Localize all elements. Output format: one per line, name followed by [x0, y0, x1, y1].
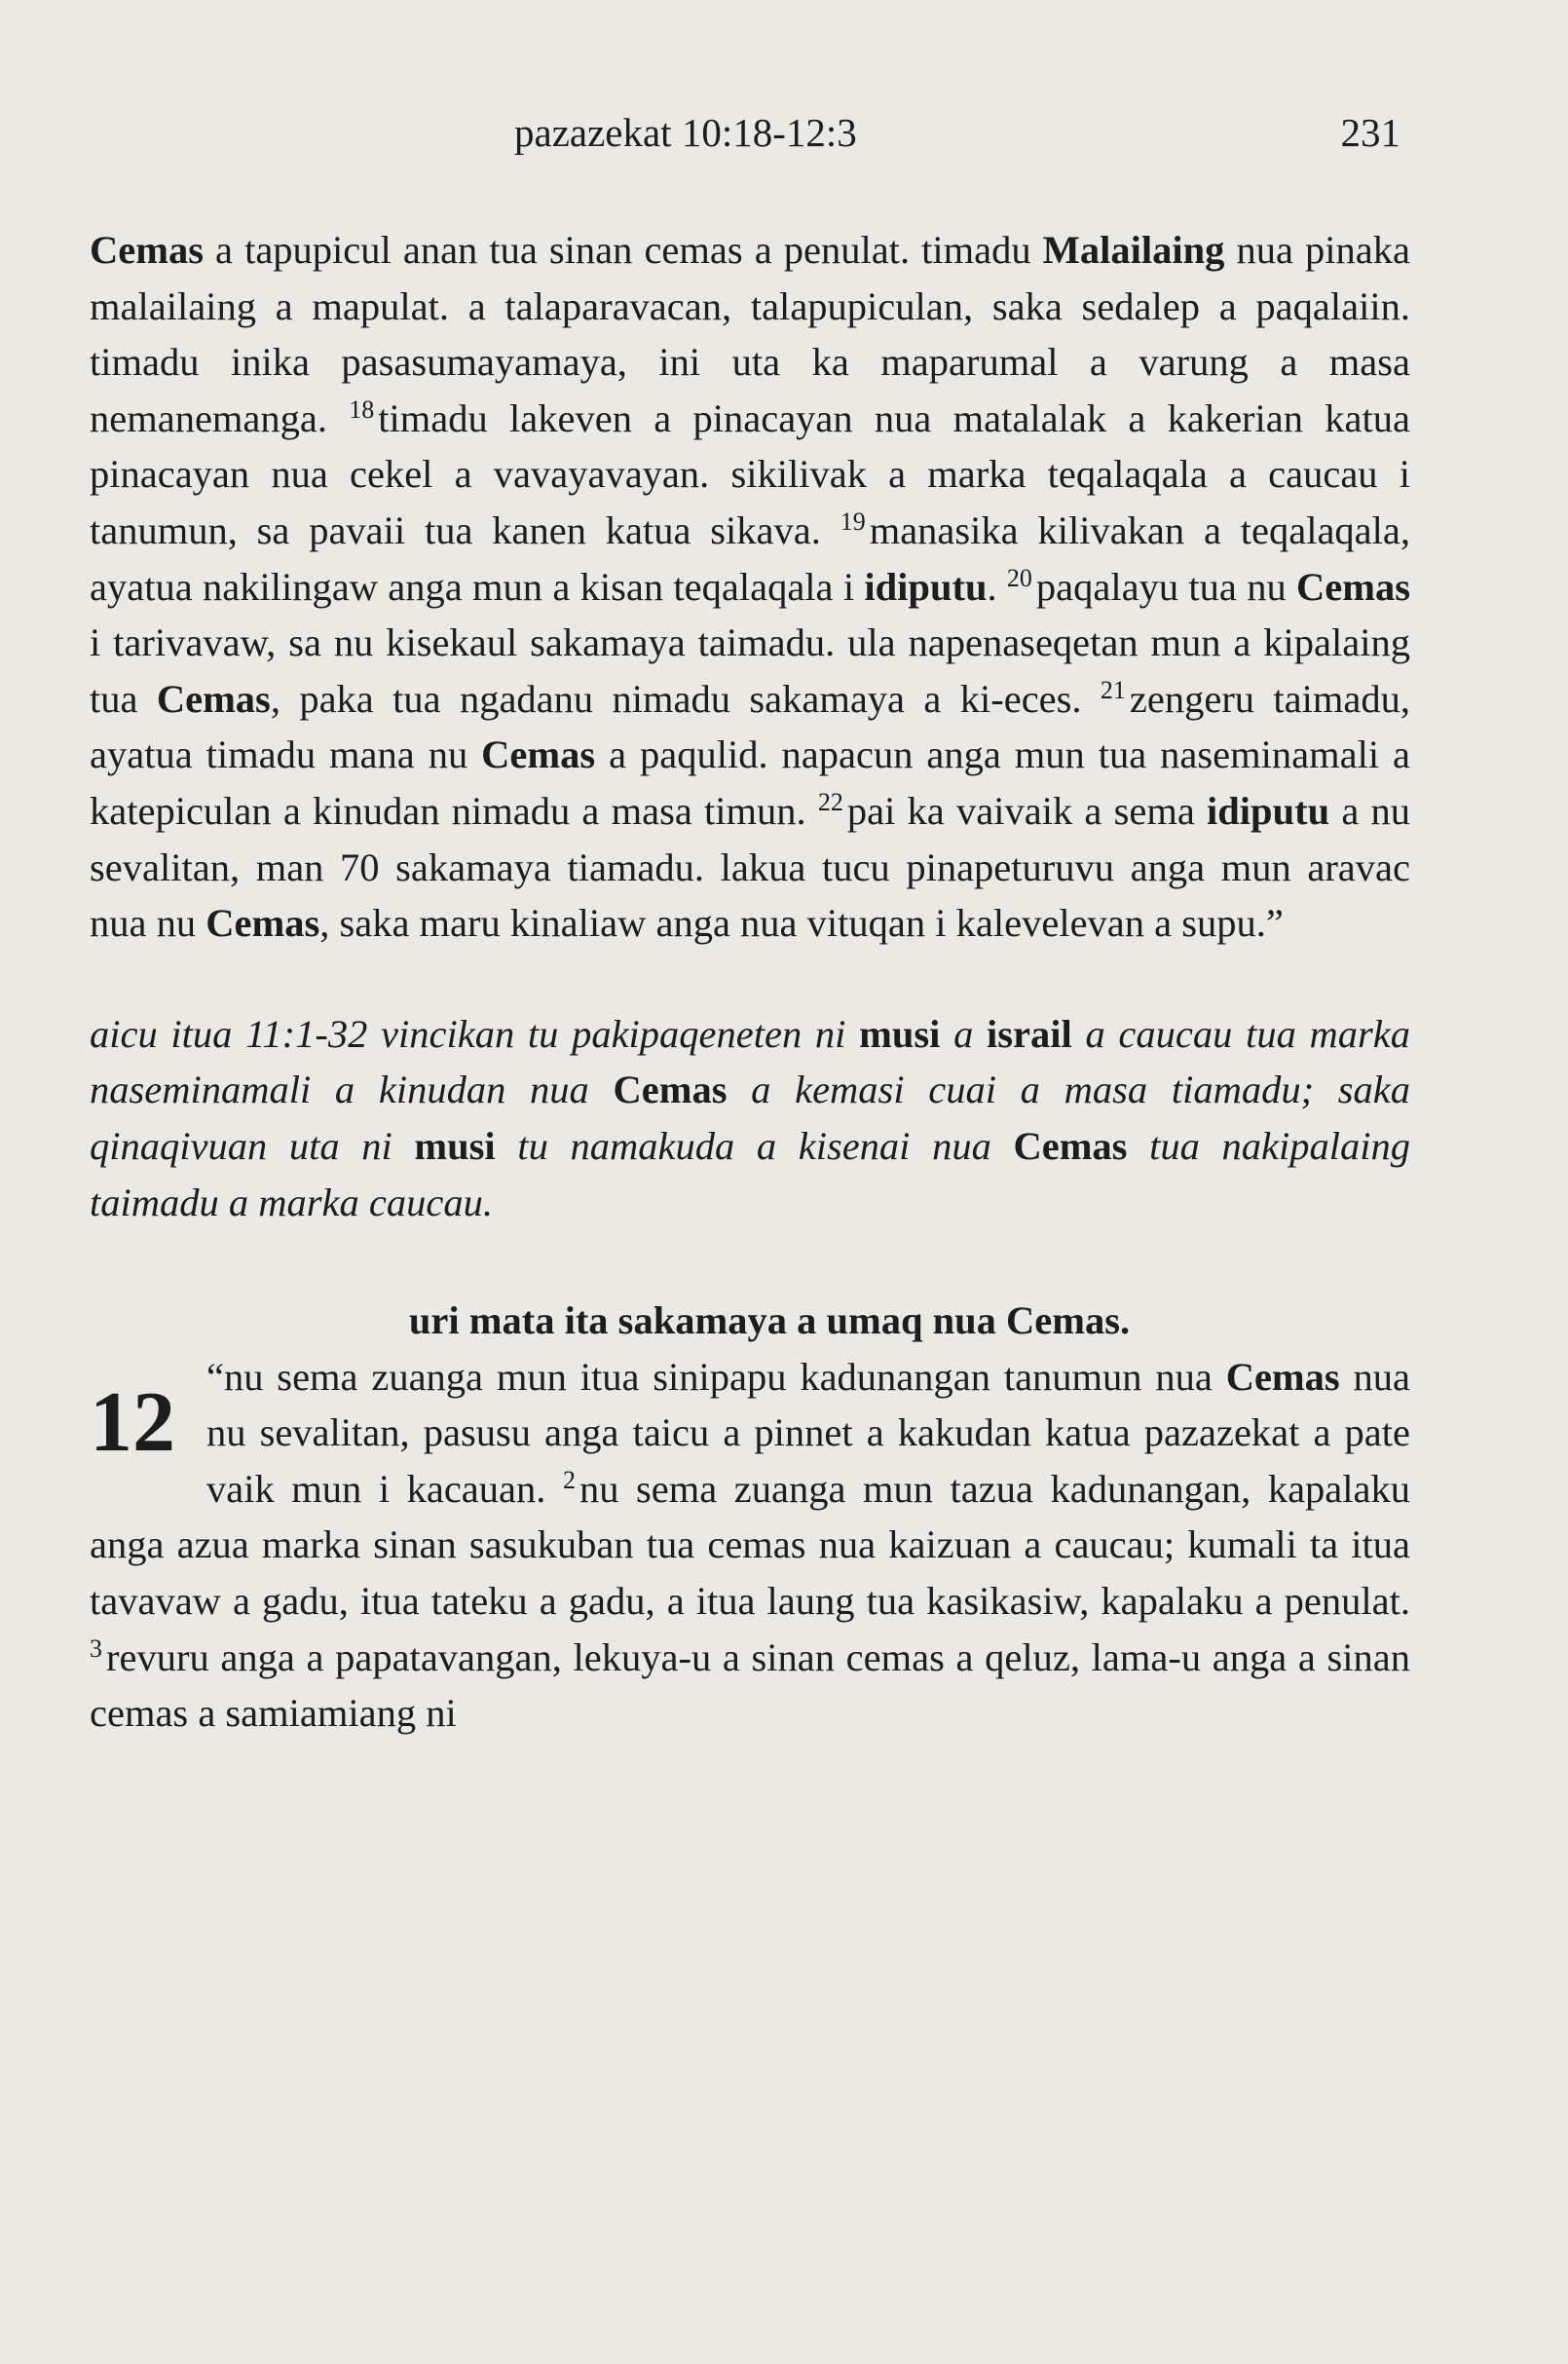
verse-number-22: 22 — [817, 787, 843, 816]
chapter-12-paragraph — [90, 1349, 1410, 1742]
verse-number-19: 19 — [840, 507, 866, 536]
section-introduction — [90, 1006, 1410, 1230]
verse-number-18: 18 — [349, 394, 375, 424]
text-run: nu sema zuanga mun tazua kadunangan, kapalaku anga azua marka sinan sasukuban tua cemas nua kaizuan a caucau; kumali ta itua tavavaw a gadu, itua tateku a gadu, a itua laung tua kasikasiw, kapalaku a penulat. — [90, 1466, 1410, 1624]
name-cemas: Cemas — [1296, 564, 1410, 609]
name-musi: musi — [414, 1123, 496, 1168]
text-run: a nu sevalitan, man 70 sakamaya tiamadu. lakua tucu pinapeturuvu anga mun aravac nua nu — [90, 788, 1410, 946]
section-heading: uri mata ita sakamaya a umaq nua Cemas. — [408, 1298, 1131, 1343]
name-cemas: Cemas — [1225, 1354, 1340, 1399]
text-run: . — [987, 564, 1007, 609]
text-run: nua pinaka malailaing a mapulat. a talaparavacan, talapupiculan, saka sedalep a paqalaiin. timadu inika pasasumayamaya, ini uta ka maparumal a varung a masa nemanemanga. — [90, 228, 1410, 440]
text-run: a caucau tua marka naseminamali a kinudan nua — [90, 1011, 1410, 1112]
name-musi: musi — [859, 1011, 941, 1056]
name-cemas: Cemas — [481, 732, 596, 777]
paragraph-verses-18-22 — [90, 222, 1410, 952]
text-run: a — [940, 1011, 988, 1056]
text-run: zengeru taimadu, ayatua timadu mana nu — [90, 676, 1410, 777]
text-run: , saka maru kinaliaw anga nua vituqan i kalevelevan a supu.” — [319, 901, 1284, 946]
text-run: timadu lakeven a pinacayan nua matalalak a kakerian katua pinacayan nua cekel a vavayavayan. sikilivak a marka teqalaqala a caucau i tanumun, sa pavaii tua kanen katua sikava. — [90, 395, 1410, 552]
name-cemas: Cemas — [613, 1068, 728, 1112]
name-idiputu: idiputu — [864, 564, 988, 609]
text-run: paqalayu tua nu — [1035, 564, 1296, 609]
text-run: a kemasi cuai a masa tiamadu; saka qinaqivuan uta ni — [90, 1068, 1410, 1168]
text-run: pai ka vaivaik a sema — [846, 788, 1208, 833]
name-cemas: Cemas — [205, 901, 320, 946]
text-run: a paqulid. napacun anga mun tua naseminamali a katepiculan a kinudan nimadu a masa timun. — [90, 732, 1410, 833]
text-run: revuru anga a papatavangan, lekuya-u a sinan cemas a qeluz, lama-u anga a sinan cemas a samiamiang ni — [90, 1634, 1410, 1736]
name-cemas: Cemas — [90, 228, 204, 272]
text-body — [90, 222, 1410, 1742]
name-cemas: Cemas — [156, 676, 271, 721]
name-israil: israil — [987, 1011, 1072, 1056]
verse-number-20: 20 — [1006, 563, 1032, 592]
text-run: tu namakuda a kisenai nua — [495, 1123, 1014, 1168]
name-cemas: Cemas — [1013, 1123, 1128, 1168]
text-run: nua nu sevalitan, pasusu anga taicu a pinnet a kakudan katua pazazekat a pate vaik mun i kacauan. — [206, 1354, 1410, 1511]
header-title: pazazekat 10:18-12:3 — [514, 110, 857, 155]
verse-number-2: 2 — [562, 1465, 576, 1494]
text-run: a tapupicul anan tua sinan cemas a penulat. timadu — [203, 228, 1043, 272]
text-run: i tarivavaw, sa nu kisekaul sakamaya taimadu. ula napenaseqetan mun a kipalaing tua — [90, 620, 1410, 721]
name-idiputu: idiputu — [1207, 788, 1330, 833]
name-malailaing: Malailaing — [1042, 228, 1225, 272]
text-run: tua nakipalaing taimadu a marka caucau. — [90, 1123, 1410, 1224]
page-number: 231 — [1340, 110, 1400, 155]
running-header — [0, 109, 1568, 168]
verse-number-21: 21 — [1100, 675, 1126, 704]
text-run: , paka tua ngadanu nimadu sakamaya a ki-eces. — [270, 676, 1101, 721]
chapter-number: 12 — [90, 1374, 175, 1470]
text-run: “nu sema zuanga mun itua sinipapu kadunangan tanumun nua — [206, 1354, 1226, 1399]
text-run: aicu itua 11:1-32 vincikan tu pakipaqeneten ni — [90, 1011, 860, 1056]
text-run: manasika kilivakan a teqalaqala, ayatua nakilingaw anga mun a kisan teqalaqala i — [90, 507, 1410, 609]
verse-number-3: 3 — [90, 1633, 102, 1663]
